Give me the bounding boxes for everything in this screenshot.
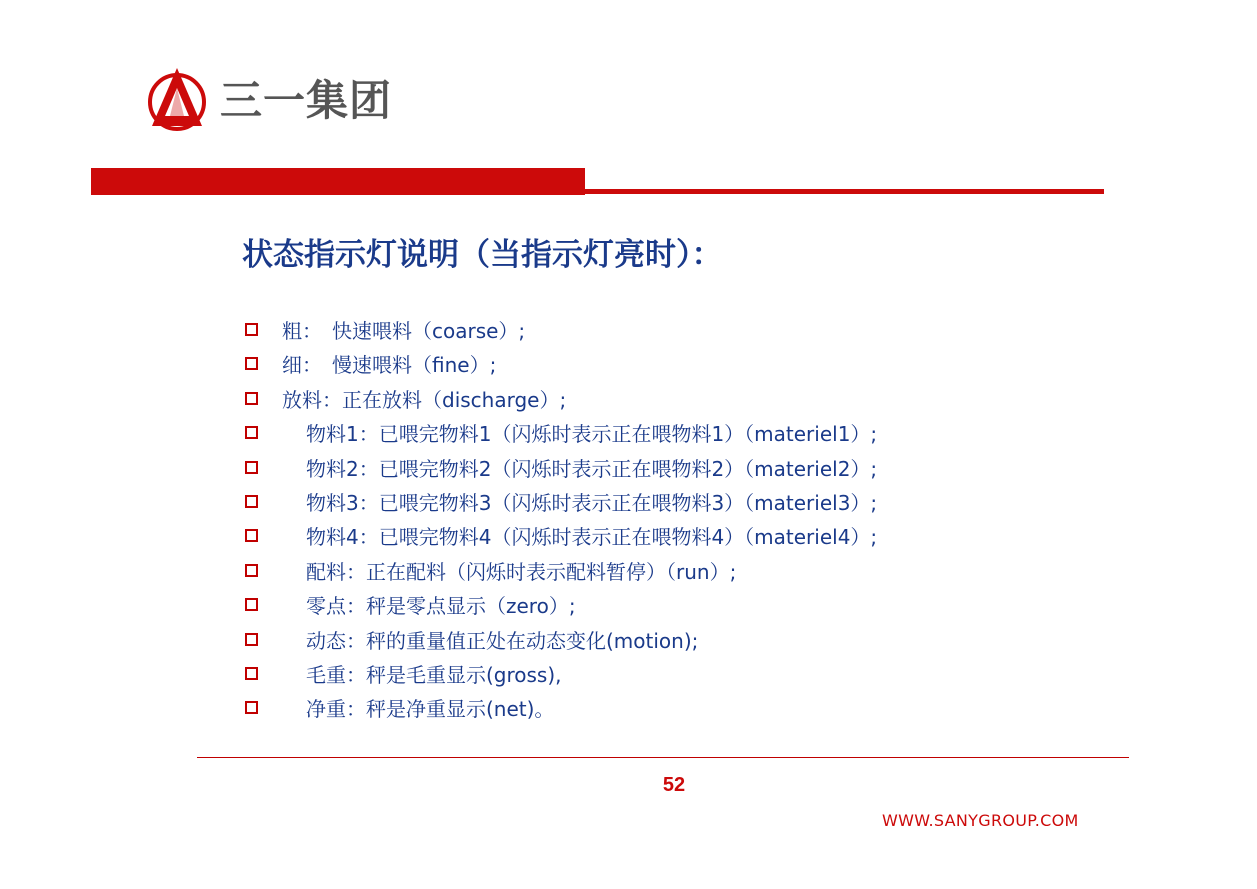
page-number: 52 [662, 774, 686, 796]
list-item: 动态：秤的重量值正处在动态变化(motion); [244, 624, 877, 658]
list-item: 物料4：已喂完物料4（闪烁时表示正在喂物料4）（materiel4）; [244, 520, 877, 554]
bullet-box-icon [245, 461, 258, 474]
list-item: 配料：正在配料（闪烁时表示配料暂停）（run）; [244, 555, 877, 589]
bullet-box-icon [245, 529, 258, 542]
bullet-box-icon [245, 323, 258, 336]
bullet-box-icon [245, 392, 258, 405]
list-item: 物料2：已喂完物料2（闪烁时表示正在喂物料2）（materiel2）; [244, 452, 877, 486]
bullet-box-icon [245, 633, 258, 646]
header-band-thin [585, 189, 1104, 194]
bullet-box-icon [245, 701, 258, 714]
bullet-box-icon [245, 598, 258, 611]
sany-logo-icon [146, 66, 208, 134]
website-url: WWW.SANYGROUP.COM [882, 811, 1079, 830]
list-item: 放料：正在放料（discharge）; [244, 383, 877, 417]
indicator-list [244, 314, 877, 727]
footer-divider [197, 757, 1129, 758]
company-name: 三一集团 [220, 76, 393, 125]
bullet-box-icon [245, 426, 258, 439]
slide-title: 状态指示灯说明（当指示灯亮时）： [242, 237, 723, 273]
bullet-box-icon [245, 564, 258, 577]
list-item: 物料1：已喂完物料1（闪烁时表示正在喂物料1）（materiel1）; [244, 417, 877, 451]
header-band-thick [91, 168, 585, 195]
list-item: 物料3：已喂完物料3（闪烁时表示正在喂物料3）（materiel3）; [244, 486, 877, 520]
list-item: 零点：秤是零点显示（zero）; [244, 589, 877, 623]
bullet-box-icon [245, 495, 258, 508]
list-item: 净重：秤是净重显示(net)。 [244, 692, 877, 726]
list-item: 细： 慢速喂料（fine）; [244, 348, 877, 382]
bullet-box-icon [245, 667, 258, 680]
list-item: 毛重：秤是毛重显示(gross), [244, 658, 877, 692]
list-item: 粗： 快速喂料（coarse）; [244, 314, 877, 348]
bullet-box-icon [245, 357, 258, 370]
